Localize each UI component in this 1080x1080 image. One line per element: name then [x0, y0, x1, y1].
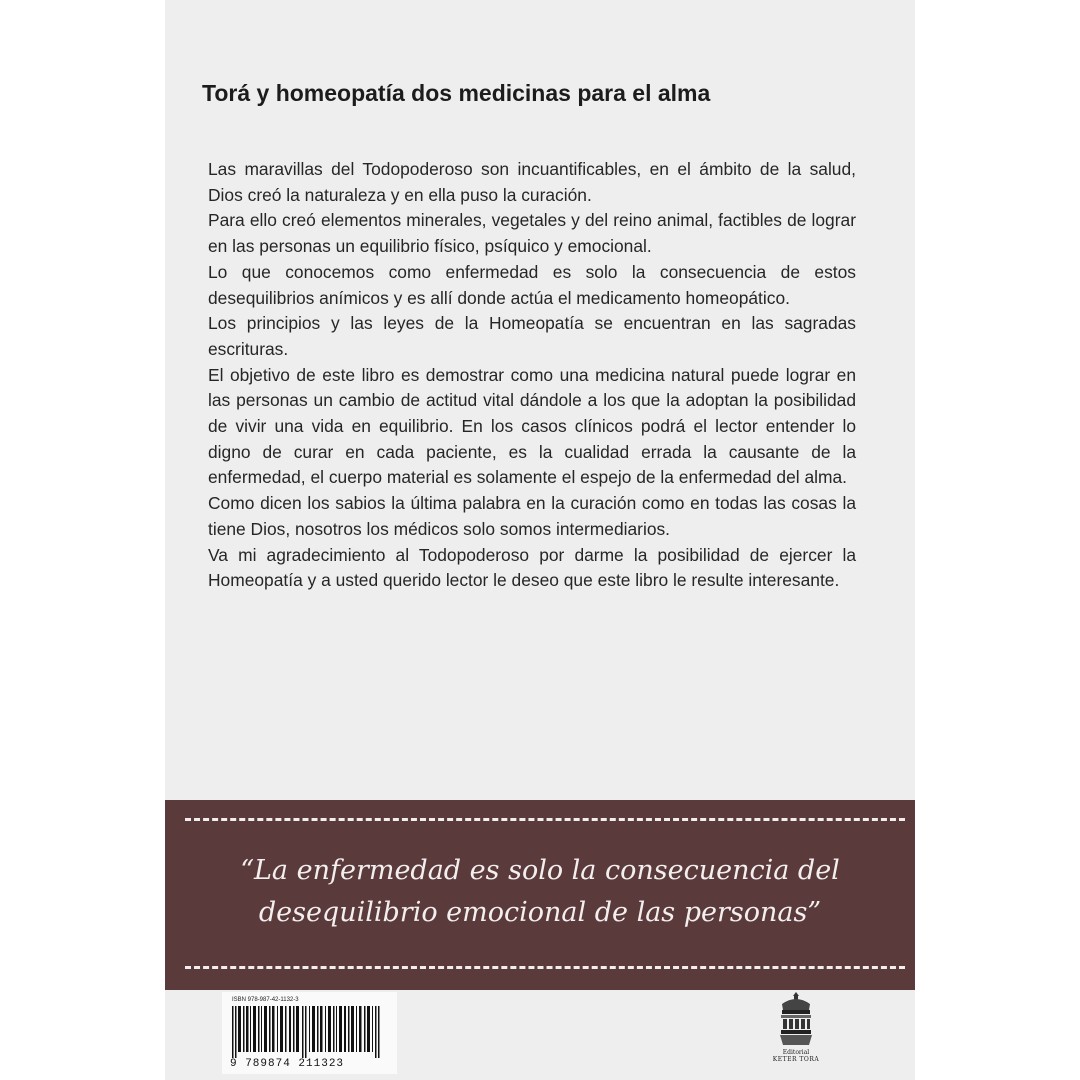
dashed-divider-top — [185, 818, 905, 821]
publisher-logo — [761, 990, 831, 1076]
paragraph: Para ello creó elementos minerales, vegetales y del reino animal, factibles de lograr en las personas un equilibrio físico, psíquico y emocional. — [208, 210, 856, 257]
isbn-label: ISBN 978-987-42-1132-3 — [232, 997, 299, 1003]
paragraph: El objetivo de este libro es demostrar como una medicina natural puede lograr en las personas un cambio de actitud vital dándole a los que la adoptan la posibilidad de vivir una vida en equilibrio. En los casos clínicos podrá el lector entender lo digno de curar en cada paciente, es la cualidad errada la causante de la enfermedad, el cuerpo material es solamente el espejo de la enfermedad del alma. — [208, 364, 856, 488]
paragraph: Las maravillas del Todopoderoso son incuantificables, en el ámbito de la salud, Dios creó la naturaleza y en ella puso la curación. — [208, 159, 856, 205]
paragraph: Lo que conocemos como enfermedad es solo la consecuencia de estos desequilibrios anímicos y es allí donde actúa el medicamento homeopático. — [208, 261, 856, 308]
quote-band — [165, 800, 915, 990]
crown-icon — [776, 990, 816, 1048]
paragraph: Como dicen los sabios la última palabra en la curación como en todas las cosas la tiene Dios, nosotros los médicos solo somos intermediarios. — [208, 493, 856, 539]
publisher-label: Editorial — [782, 1049, 810, 1056]
isbn-digits: 9 789874 211323 — [230, 1058, 345, 1070]
barcode-icon — [232, 1006, 387, 1058]
book-title: Torá y homeopatía dos medicinas para el alma — [202, 80, 711, 106]
pull-quote: “La enfermedad es solo la consecuencia del desequilibrio emocional de las personas” — [240, 855, 840, 928]
synopsis-text — [208, 157, 856, 594]
publisher-name: KETER TORA — [772, 1056, 820, 1063]
paragraph: Va mi agradecimiento al Todopoderoso por darme la posibilidad de ejercer la Homeopatía y a usted querido lector le deseo que este libro le resulte interesante. — [208, 544, 856, 591]
paragraph: Los principios y las leyes de la Homeopatía se encuentran en las sagradas escrituras. — [208, 313, 856, 359]
isbn-barcode — [222, 992, 397, 1074]
book-back-cover — [165, 0, 915, 1080]
dashed-divider-bottom — [185, 966, 905, 969]
